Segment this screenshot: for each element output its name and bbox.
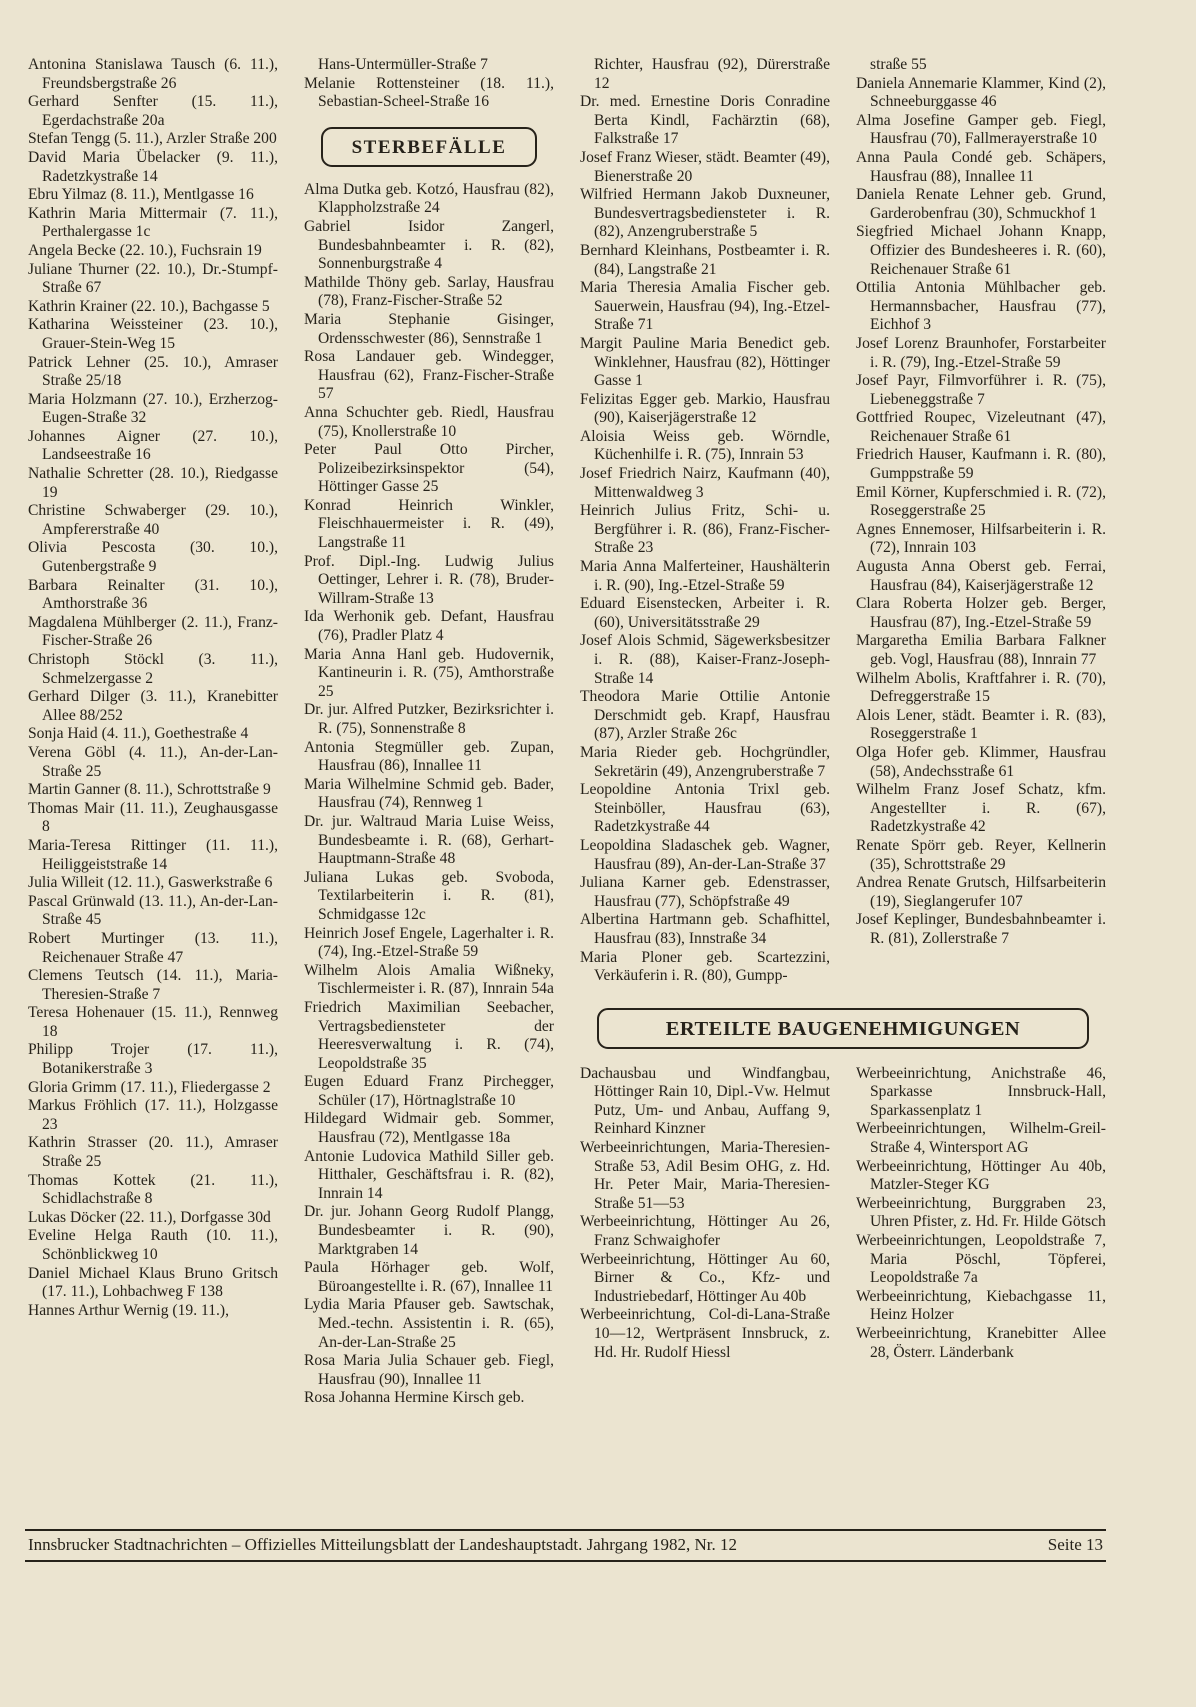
entry: Josef Franz Wieser, städt. Beamter (49), Bienerstraße 20 [580,148,830,185]
entry: Leopoldina Sladaschek geb. Wagner, Hausfrau (89), An-der-Lan-Straße 37 [580,836,830,873]
entry: Maria Stephanie Gisinger, Ordensschwester (86), Sennstraße 1 [304,310,554,347]
entry: Robert Murtinger (13. 11.), Reichenauer Straße 47 [28,929,278,966]
deaths-section-heading: STERBEFÄLLE [321,127,537,167]
column-2 [304,56,554,1408]
entry: Konrad Heinrich Winkler, Fleischhauermeister i. R. (49), Langstraße 11 [304,496,554,552]
content-columns [28,56,1196,1408]
entry: Werbeeinrichtung, Kiebachgasse 11, Heinz Holzer [856,1287,1106,1324]
entry: Sonja Haid (4. 11.), Goethestraße 4 [28,725,249,743]
entry: Anna Schuchter geb. Riedl, Hausfrau (75), Knollerstraße 10 [304,403,554,440]
entry: Melanie Rottensteiner (18. 11.), Sebastian-Scheel-Straße 16 [304,74,554,111]
entry: Martin Ganner (8. 11.), Schrottstraße 9 [28,781,271,799]
entry: Dr. med. Ernestine Doris Conradine Berta Kindl, Fachärztin (68), Falkstraße 17 [580,93,830,148]
entry: Antonie Ludovica Mathild Siller geb. Hitthaler, Geschäftsfrau i. R. (82), Innrain 14 [304,1147,554,1202]
entry: Siegfried Michael Johann Knapp, Offizier des Bundesheeres i. R. (60), Reichenauer Straße 61 [856,223,1106,278]
entry: Werbeeinrichtung, Höttinger Au 40b, Matzler-Steger KG [856,1157,1106,1194]
column-2-births-continued [304,56,554,112]
entry: Pascal Grünwald (13. 11.), An-der-Lan-Straße 45 [28,892,278,929]
page-footer [25,1529,1106,1562]
entry: Stefan Tengg (5. 11.), Arzler Straße 200 [28,130,277,148]
entry: Margaretha Emilia Barbara Falkner geb. Vogl, Hausfrau (88), Innrain 77 [856,632,1106,668]
entry: Kathrin Maria Mittermair (7. 11.), Perthalergasse 1c [28,204,278,241]
entry: Gloria Grimm (17. 11.), Fliedergasse 2 [28,1078,271,1096]
entry: Julia Willeit (12. 11.), Gaswerkstraße 6 [28,874,273,892]
entry: David Maria Übelacker (9. 11.), Radetzkystraße 14 [28,148,278,185]
entry: Werbeeinrichtung, Kranebitter Allee 28, Österr. Länderbank [856,1325,1106,1361]
entry: Maria Ploner geb. Scartezzini, Verkäuferin i. R. (80), Gumpp- [580,948,830,985]
entry: Daniela Renate Lehner geb. Grund, Garderobenfrau (30), Schmuckhof 1 [856,186,1106,222]
entry: Johannes Aigner (27. 10.), Landseestraße 16 [28,427,278,464]
entry: Kathrin Krainer (22. 10.), Bachgasse 5 [28,297,270,315]
entry: Werbeeinrichtung, Höttinger Au 60, Birner & Co., Kfz- und Industriebedarf, Höttinger Au 40b [580,1250,830,1305]
entry: Dr. jur. Alfred Putzker, Bezirksrichter i. R. (75), Sonnenstraße 8 [304,701,554,737]
entry: Verena Göbl (4. 11.), An-der-Lan-Straße 25 [28,743,278,780]
entry: Juliane Thurner (22. 10.), Dr.-Stumpf-Straße 67 [28,260,278,297]
entry: Josef Friedrich Nairz, Kaufmann (40), Mittenwaldweg 3 [580,465,830,501]
entry: Eveline Helga Rauth (10. 11.), Schönblickweg 10 [28,1227,278,1263]
entry: Hildegard Widmair geb. Sommer, Hausfrau (72), Mentlgasse 18a [304,1110,554,1147]
entry: Friedrich Hauser, Kaufmann i. R. (80), Gumppstraße 59 [856,446,1106,483]
entry: Maria Anna Malferteiner, Haushälterin i. R. (90), Ing.-Etzel-Straße 59 [580,558,830,594]
entry: Heinrich Josef Engele, Lagerhalter i. R. (74), Ing.-Etzel-Straße 59 [304,924,554,961]
entry: Philipp Trojer (17. 11.), Botanikerstraße 3 [28,1041,278,1078]
entry: Christoph Stöckl (3. 11.), Schmelzergasse 2 [28,651,278,687]
entry: Theodora Marie Ottilie Antonie Derschmidt geb. Krapf, Hausfrau (87), Arzler Straße 26c [580,688,830,743]
permits-columns-row [580,1065,1106,1363]
entry: Alma Dutka geb. Kotzó, Hausfrau (82), Klappholzstraße 24 [304,180,554,217]
entry: Daniel Michael Klaus Bruno Gritsch (17. 11.), Lohbachweg F 138 [28,1264,278,1301]
entry: Lukas Döcker (22. 11.), Dorfgasse 30d [28,1208,271,1226]
entry: Juliana Karner geb. Edenstrasser, Hausfrau (77), Schöpfstraße 49 [580,874,830,910]
entry: Wilhelm Franz Josef Schatz, kfm. Angestellter i. R. (67), Radetzkystraße 42 [856,781,1106,836]
entry: Friedrich Maximilian Seebacher, Vertragsbediensteter der Heeresverwaltung i. R. (74), Leopoldstraße 35 [304,998,554,1072]
entry: Alois Lener, städt. Beamter i. R. (83), Roseggerstraße 1 [856,706,1106,743]
entry: Peter Paul Otto Pircher, Polizeibezirksinspektor (54), Höttinger Gasse 25 [304,441,554,496]
entry: Christine Schwaberger (29. 10.), Ampfererstraße 40 [28,502,278,538]
entry: Albertina Hartmann geb. Schafhittel, Hausfrau (83), Innstraße 34 [580,911,830,947]
entry: Clara Roberta Holzer geb. Berger, Hausfrau (87), Ing.-Etzel-Straße 59 [856,595,1106,631]
columns-3-4 [580,56,1106,1408]
entry: Wilfried Hermann Jakob Duxneuner, Bundesvertragsbediensteter i. R. (82), Anzengruberstraße 5 [580,186,830,241]
entry: Werbeeinrichtung, Burggraben 23, Uhren Pfister, z. Hd. Fr. Hilde Götsch [856,1194,1106,1231]
entry: Olga Hofer geb. Klimmer, Hausfrau (58), Andechsstraße 61 [856,743,1106,780]
entry: Gabriel Isidor Zangerl, Bundesbahnbeamter i. R. (82), Sonnenburgstraße 4 [304,217,554,273]
footer-publication-line: Innsbrucker Stadtnachrichten – Offizielles Mitteilungsblatt der Landeshauptstadt. Jahrgang 1982, Nr. 12 [28,1535,737,1554]
entry: Werbeeinrichtung, Höttinger Au 26, Franz Schwaighofer [580,1213,830,1250]
entry: Nathalie Schretter (28. 10.), Riedgasse 19 [28,465,278,501]
entry: Josef Payr, Filmvorführer i. R. (75), Liebeneggstraße 7 [856,372,1106,408]
entry: Markus Fröhlich (17. 11.), Holzgasse 23 [28,1097,278,1133]
column-4-deaths [856,56,1106,986]
entry: Eugen Eduard Franz Pirchegger, Schüler (17), Hörtnaglstraße 10 [304,1073,554,1109]
column-1-births-continued [28,56,278,1408]
entry: Paula Hörhager geb. Wolf, Büroangestellte i. R. (67), Innallee 11 [304,1259,554,1295]
entry: Felizitas Egger geb. Markio, Hausfrau (90), Kaiserjägerstraße 12 [580,390,830,427]
entry: Barbara Reinalter (31. 10.), Amthorstraße 36 [28,576,278,613]
column-4-permits [856,1065,1106,1363]
deaths-columns-row [580,56,1106,986]
entry: Maria Rieder geb. Hochgründler, Sekretärin (49), Anzengruberstraße 7 [580,743,830,780]
entry: Gottfried Roupec, Vizeleutnant (47), Reichenauer Straße 61 [856,409,1106,445]
entry: Ottilia Antonia Mühlbacher geb. Hermannsbacher, Hausfrau (77), Eichhof 3 [856,279,1106,334]
entry: Werbeeinrichtungen, Wilhelm-Greil-Straße 4, Wintersport AG [856,1120,1106,1157]
entry: Heinrich Julius Fritz, Schi- u. Bergführer i. R. (86), Franz-Fischer-Straße 23 [580,502,830,557]
entry: Dr. jur. Johann Georg Rudolf Plangg, Bundesbeamter i. R. (90), Marktgraben 14 [304,1203,554,1258]
entry: Olivia Pescosta (30. 10.), Gutenbergstraße 9 [28,539,278,576]
entry: Mathilde Thöny geb. Sarlay, Hausfrau (78), Franz-Fischer-Straße 52 [304,273,554,310]
entry: Eduard Eisenstecken, Arbeiter i. R. (60), Universitätsstraße 29 [580,595,830,631]
entry: Agnes Ennemoser, Hilfsarbeiterin i. R. (72), Innrain 103 [856,520,1106,557]
entry: Dr. jur. Waltraud Maria Luise Weiss, Bundesbeamte i. R. (68), Gerhart-Hauptmann-Straße 48 [304,812,554,868]
entry: Alma Josefine Gamper geb. Fiegl, Hausfrau (70), Fallmerayerstraße 10 [856,111,1106,148]
entry: Josef Keplinger, Bundesbahnbeamter i. R. (81), Zollerstraße 7 [856,911,1106,947]
entry: Gerhard Senfter (15. 11.), Egerdachstraße 20a [28,93,278,129]
entry: Margit Pauline Maria Benedict geb. Winklehner, Hausfrau (82), Höttinger Gasse 1 [580,334,830,390]
entry: Leopoldine Antonia Trixl geb. Steinböller, Hausfrau (63), Radetzkystraße 44 [580,781,830,836]
entry: Juliana Lukas geb. Svoboda, Textilarbeiterin i. R. (81), Schmidgasse 12c [304,868,554,923]
entry: Andrea Renate Grutsch, Hilfsarbeiterin (19), Sieglangerufer 107 [856,874,1106,910]
entry: Clemens Teutsch (14. 11.), Maria-Theresien-Straße 7 [28,967,278,1003]
entry: Lydia Maria Pfauser geb. Sawtschak, Med.-techn. Assistentin i. R. (65), An-der-Lan-Straße 25 [304,1296,554,1351]
entry: Maria Anna Hanl geb. Hudovernik, Kantineurin i. R. (75), Amthorstraße 25 [304,645,554,700]
entry: Richter, Hausfrau (92), Dürerstraße 12 [594,56,830,92]
entry: Daniela Annemarie Klammer, Kind (2), Schneeburggasse 46 [856,74,1106,111]
entry: Werbeeinrichtungen, Maria-Theresien-Straße 53, Adil Besim OHG, z. Hd. Hr. Peter Mair, Maria-Theresien-Straße 51—53 [580,1139,830,1212]
footer-page-number: Seite 13 [1047,1535,1103,1554]
entry: Werbeeinrichtungen, Leopoldstraße 7, Maria Pöschl, Töpferei, Leopoldstraße 7a [856,1232,1106,1287]
column-2-deaths [304,181,554,1408]
entry: Angela Becke (22. 10.), Fuchsrain 19 [28,241,262,259]
entry: Magdalena Mühlberger (2. 11.), Franz-Fischer-Straße 26 [28,613,278,650]
entry: Bernhard Kleinhans, Postbeamter i. R. (84), Langstraße 21 [580,241,830,278]
entry: Werbeeinrichtung, Anichstraße 46, Sparkasse Innsbruck-Hall, Sparkassenplatz 1 [856,1064,1106,1119]
entry: Hannes Arthur Wernig (19. 11.), [28,1301,229,1319]
entry: Aloisia Weiss geb. Wörndle, Küchenhilfe i. R. (75), Innrain 53 [580,427,830,464]
entry: Emil Körner, Kupferschmied i. R. (72), Roseggerstraße 25 [856,483,1106,520]
entry: Gerhard Dilger (3. 11.), Kranebitter Allee 88/252 [28,688,278,724]
building-permits-heading: ERTEILTE BAUGENEHMIGUNGEN [597,1008,1089,1049]
entry: Maria Theresia Amalia Fischer geb. Sauerwein, Hausfrau (94), Ing.-Etzel-Straße 71 [580,279,830,334]
entry: Antonina Stanislawa Tausch (6. 11.), Freundsbergstraße 26 [28,56,278,92]
entry: Maria-Teresa Rittinger (11. 11.), Heiliggeiststraße 14 [28,836,278,873]
entry: Rosa Johanna Hermine Kirsch geb. [304,1389,525,1407]
entry: Renate Spörr geb. Reyer, Kellnerin (35), Schrottstraße 29 [856,836,1106,873]
entry: Thomas Mair (11. 11.), Zeughausgasse 8 [28,799,278,836]
entry: Katharina Weissteiner (23. 10.), Grauer-Stein-Weg 15 [28,316,278,352]
entry: straße 55 [870,56,927,73]
entry: Patrick Lehner (25. 10.), Amraser Straße 25/18 [28,353,278,390]
entry: Maria Wilhelmine Schmid geb. Bader, Hausfrau (74), Rennweg 1 [304,775,554,812]
column-3-deaths [580,56,830,986]
entry: Dachausbau und Windfangbau, Höttinger Rain 10, Dipl.-Vw. Helmut Putz, Um- und Anbau, Auffang 9, Reinhard Kinzner [580,1064,830,1138]
entry: Antonia Stegmüller geb. Zupan, Hausfrau (86), Innallee 11 [304,738,554,775]
entry: Josef Lorenz Braunhofer, Forstarbeiter i. R. (79), Ing.-Etzel-Straße 59 [856,334,1106,371]
entry: Anna Paula Condé geb. Schäpers, Hausfrau (88), Innallee 11 [856,148,1106,185]
entry: Rosa Maria Julia Schauer geb. Fiegl, Hausfrau (90), Innallee 11 [304,1352,554,1388]
entry: Prof. Dipl.-Ing. Ludwig Julius Oettinger, Lehrer i. R. (78), Bruder-Willram-Straße 13 [304,552,554,607]
entry: Ebru Yilmaz (8. 11.), Mentlgasse 16 [28,186,254,204]
entry: Thomas Kottek (21. 11.), Schidlachstraße 8 [28,1171,278,1208]
entry: Kathrin Strasser (20. 11.), Amraser Straße 25 [28,1134,278,1171]
entry: Wilhelm Alois Amalia Wißneky, Tischlermeister i. R. (87), Innrain 54a [304,961,554,998]
entry: Ida Werhonik geb. Defant, Hausfrau (76), Pradler Platz 4 [304,608,554,645]
entry: Wilhelm Abolis, Kraftfahrer i. R. (70), Defreggerstraße 15 [856,669,1106,706]
column-3-permits [580,1065,830,1363]
entry: Werbeeinrichtung, Col-di-Lana-Straße 10—12, Wertpräsent Innsbruck, z. Hd. Hr. Rudolf Hiessl [580,1306,830,1361]
entry: Teresa Hohenauer (15. 11.), Rennweg 18 [28,1004,278,1040]
entry: Augusta Anna Oberst geb. Ferrai, Hausfrau (84), Kaiserjägerstraße 12 [856,558,1106,594]
entry: Hans-Untermüller-Straße 7 [318,56,488,73]
entry: Josef Alois Schmid, Sägewerksbesitzer i. R. (88), Kaiser-Franz-Joseph-Straße 14 [580,632,830,687]
entry: Rosa Landauer geb. Windegger, Hausfrau (62), Franz-Fischer-Straße 57 [304,348,554,403]
entry: Maria Holzmann (27. 10.), Erzherzog-Eugen-Straße 32 [28,390,278,427]
